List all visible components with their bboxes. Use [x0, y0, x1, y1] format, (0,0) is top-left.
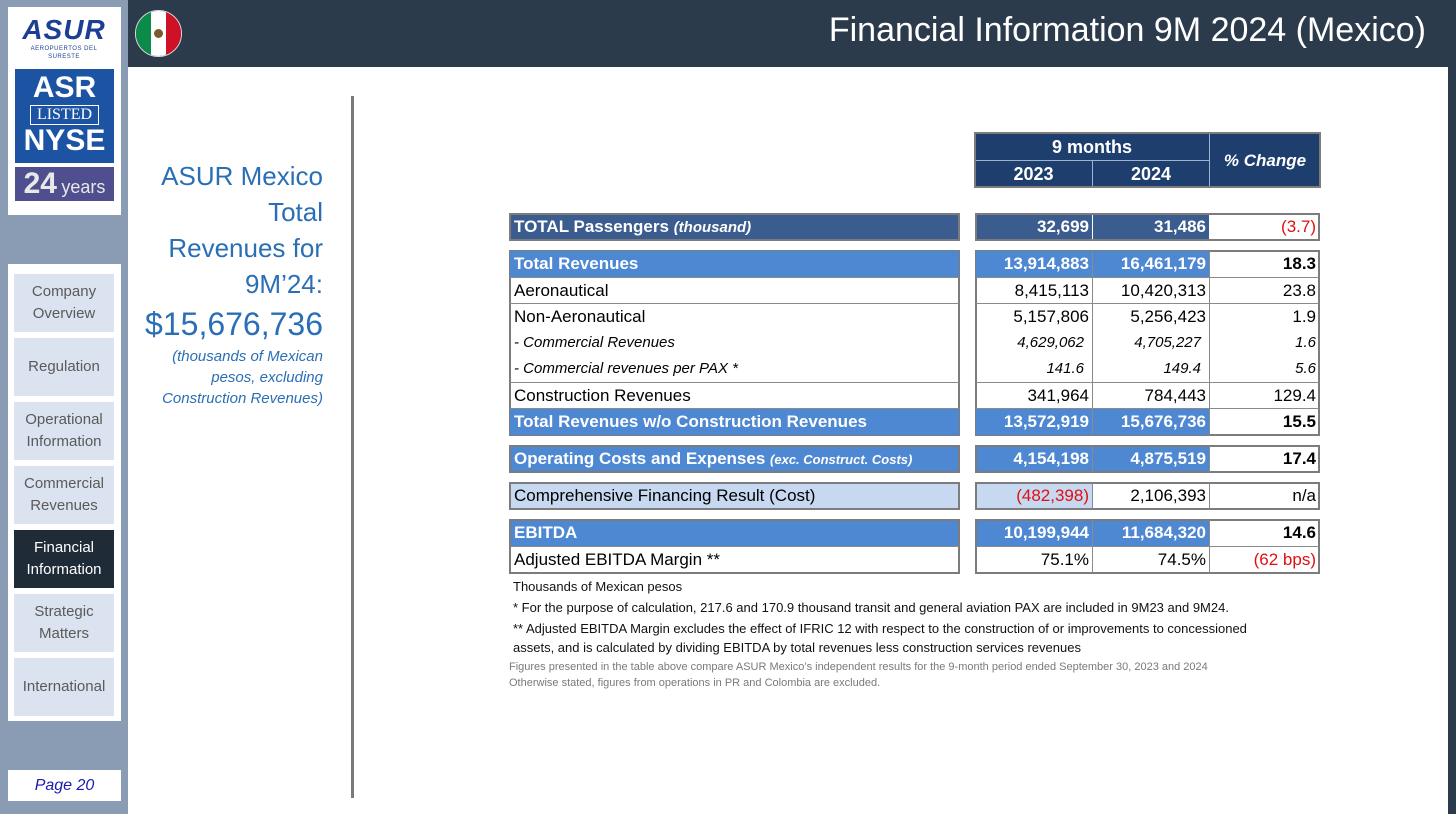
- value-2023: 32,699: [976, 214, 1092, 240]
- value-change: 15.5: [1282, 412, 1316, 431]
- value-change: 17.4: [1282, 449, 1316, 468]
- value-2023: 141.6: [1046, 360, 1084, 377]
- value-2024: 74.5%: [1157, 550, 1206, 569]
- row-label-adjusted-ebitda-margin: Adjusted EBITDA Margin **: [514, 550, 720, 569]
- value-change: 14.6: [1282, 523, 1316, 542]
- nav-item-label: Operational Information: [25, 411, 103, 450]
- nav-item-label: Financial Information: [26, 539, 102, 578]
- row-label-total-revenues: Total Revenues: [510, 251, 959, 277]
- footnote-small-1: Figures presented in the table above compare ASUR Mexico’s independent results for the 9-month period ended September 30, 2023 and 2024: [509, 661, 1208, 673]
- value-2024: 4,705,227: [1134, 334, 1201, 351]
- value-change: n/a: [1292, 486, 1316, 505]
- nav-item-operational-information[interactable]: [14, 402, 114, 460]
- vertical-divider: [351, 96, 354, 798]
- value-2023: 75.1%: [1040, 550, 1089, 569]
- value-2023: (482,398): [976, 483, 1092, 509]
- row-label-ebitda: EBITDA: [510, 520, 959, 546]
- period-header: 9 months: [1051, 137, 1132, 157]
- row-label-aeronautical: Aeronautical: [514, 281, 609, 300]
- value-2023: 4,629,062: [1017, 334, 1084, 351]
- value-change: 5.6: [1295, 360, 1316, 377]
- value-change: (62 bps): [1253, 550, 1316, 569]
- page-title: Financial Information 9M 2024 (Mexico): [828, 11, 1426, 49]
- value-change: (3.7): [1281, 217, 1316, 236]
- row-label-revenues-wo-construction: Total Revenues w/o Construction Revenues: [510, 409, 959, 435]
- footnote-2-line2: assets, and is calculated by dividing EBITDA by total revenues less construction services revenues: [513, 640, 1081, 655]
- row-label-construction-revenues: Construction Revenues: [514, 386, 691, 405]
- nyse-ticker: ASR: [32, 71, 97, 104]
- value-2023: 13,572,919: [976, 409, 1092, 435]
- nav-item-label: Strategic Matters: [34, 603, 94, 642]
- value-2024: 149.4: [1163, 360, 1201, 377]
- value-2023: 10,199,944: [976, 520, 1092, 546]
- value-2024: 31,486: [1093, 214, 1209, 240]
- summary-amount: $15,676,736: [145, 306, 323, 342]
- asur-logo-text: ASUR: [22, 14, 106, 45]
- summary-line: 9M’24:: [244, 269, 323, 299]
- value-2024: 16,461,179: [1093, 251, 1209, 277]
- value-2024: 10,420,313: [1120, 281, 1206, 300]
- asur-logo-subtitle: AEROPUERTOS DEL SURESTE: [30, 46, 98, 60]
- value-change: 1.9: [1292, 307, 1316, 326]
- row-label-non-aeronautical: Non-Aeronautical: [514, 307, 646, 326]
- branding-panel: [8, 7, 121, 215]
- nav-item-international[interactable]: [14, 658, 114, 716]
- years-badge: [15, 167, 114, 201]
- value-2024: 11,684,320: [1093, 520, 1209, 546]
- row-label-financing-result: Comprehensive Financing Result (Cost): [510, 483, 959, 509]
- header-bar: [128, 0, 1456, 67]
- nav-item-regulation[interactable]: [14, 338, 114, 396]
- nav-item-financial-information[interactable]: [14, 530, 114, 588]
- footnote-units: Thousands of Mexican pesos: [513, 579, 683, 594]
- value-change: 18.3: [1282, 254, 1316, 273]
- years-word: years: [61, 177, 106, 197]
- value-change: 1.6: [1295, 334, 1316, 351]
- summary-line: ASUR Mexico: [161, 161, 323, 191]
- summary-line: Total: [268, 197, 323, 227]
- row-label-commercial-per-pax: - Commercial revenues per PAX *: [514, 360, 738, 377]
- revenue-summary: [130, 158, 323, 409]
- value-change: 23.8: [1282, 281, 1316, 300]
- value-2023: 4,154,198: [976, 446, 1092, 472]
- page-number: Page 20: [8, 770, 121, 801]
- summary-line: Revenues for: [168, 233, 323, 263]
- nav-item-label: Commercial Revenues: [23, 475, 104, 514]
- col-header-2024: 2024: [1130, 164, 1172, 184]
- footnote-1: * For the purpose of calculation, 217.6 and 170.9 thousand transit and general aviation PAX are included in 9M23 and 9M24.: [513, 600, 1229, 615]
- value-2024: 15,676,736: [1093, 409, 1209, 435]
- footnote-2-line1: ** Adjusted EBITDA Margin excludes the effect of IFRIC 12 with respect to the construction of or improvements to concessioned: [513, 621, 1247, 636]
- nav-item-label: Company Overview: [31, 283, 97, 322]
- value-2024: 5,256,423: [1130, 307, 1206, 326]
- value-2024: 784,443: [1144, 386, 1206, 405]
- row-label-passengers: TOTAL Passengers (thousand): [510, 214, 959, 240]
- value-2024: 2,106,393: [1130, 486, 1206, 505]
- row-label-commercial-revenues: - Commercial Revenues: [514, 334, 675, 351]
- value-change: 129.4: [1273, 386, 1316, 405]
- mexico-flag-icon: [135, 10, 182, 57]
- col-header-2023: 2023: [1013, 164, 1054, 184]
- years-number: 24: [23, 167, 57, 200]
- section-nav: [8, 264, 121, 721]
- asur-logo: [14, 15, 114, 61]
- nav-item-label: International: [22, 678, 106, 695]
- footnote-small-2: Otherwise stated, figures from operations in PR and Colombia are excluded.: [509, 677, 881, 689]
- nav-item-label: Regulation: [28, 358, 100, 375]
- value-2023: 8,415,113: [1014, 281, 1089, 300]
- nyse-exchange: NYSE: [23, 124, 106, 157]
- value-2024: 4,875,519: [1093, 446, 1209, 472]
- nav-item-commercial-revenues[interactable]: [14, 466, 114, 524]
- nav-item-company-overview[interactable]: [14, 274, 114, 332]
- value-2023: 13,914,883: [976, 251, 1092, 277]
- right-edge-bar: [1448, 67, 1456, 814]
- col-header-change: % Change: [1223, 151, 1307, 170]
- value-2023: 341,964: [1027, 386, 1089, 405]
- nav-item-strategic-matters[interactable]: [14, 594, 114, 652]
- nyse-listed: LISTED: [30, 105, 99, 125]
- summary-note: (thousands of Mexican pesos, excluding Construction Revenues): [162, 348, 323, 407]
- nyse-badge: [15, 69, 114, 163]
- value-2023: 5,157,806: [1013, 307, 1089, 326]
- left-rail: [0, 0, 128, 814]
- row-label-operating-costs: Operating Costs and Expenses (exc. Construct. Costs): [510, 446, 959, 472]
